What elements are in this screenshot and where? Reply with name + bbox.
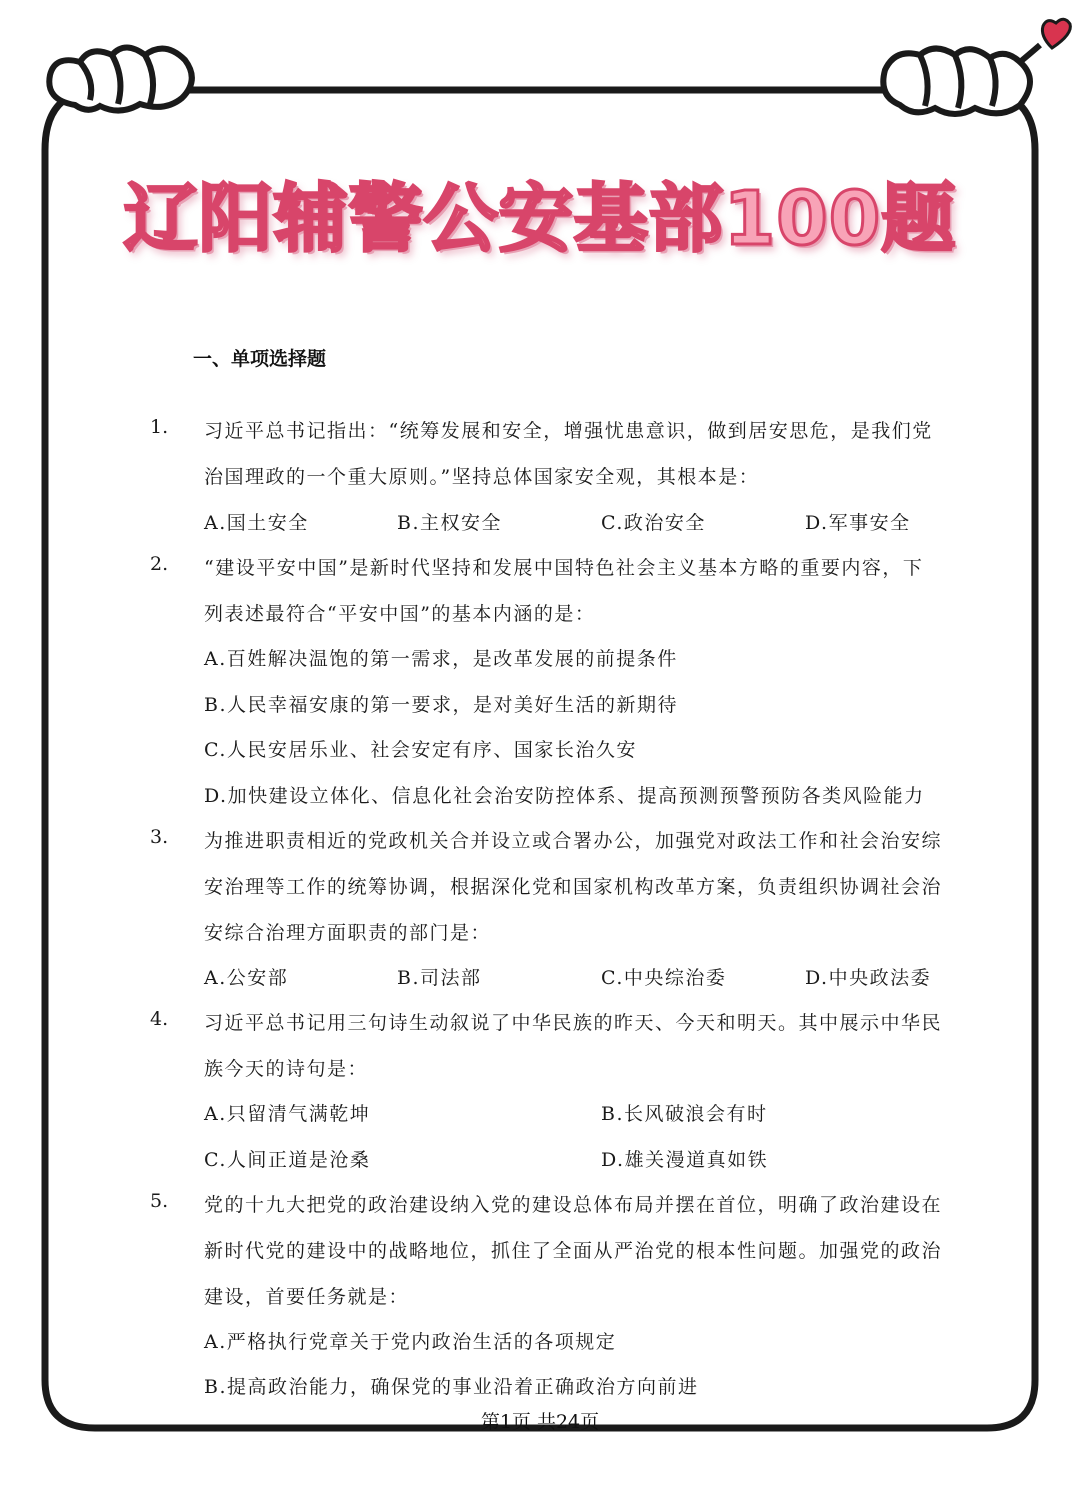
option-d: D.军事安全 xyxy=(805,512,911,534)
option-a: A.只留清气满乾坤 xyxy=(204,1103,371,1125)
option-c: C.政治安全 xyxy=(601,512,706,534)
question-text-line: 党的十九大把党的政治建设纳入党的建设总体布局并摆在首位，明确了政治建设在 xyxy=(204,1194,943,1216)
option-b: B.提高政治能力，确保党的事业沿着正确政治方向前进 xyxy=(204,1376,699,1398)
option-b: B.长风破浪会有时 xyxy=(601,1103,768,1125)
page-title: 辽阳辅警公安基部100题 xyxy=(123,176,957,262)
question-number: 4. xyxy=(150,1008,169,1030)
question-number: 1. xyxy=(150,416,169,438)
question-text-line: 安治理等工作的统筹协调，根据深化党和国家机构改革方案，负责组织协调社会治 xyxy=(204,876,943,898)
question-text-line: 新时代党的建设中的战略地位，抓住了全面从严治党的根本性问题。加强党的政治 xyxy=(204,1240,943,1262)
question-text-line: 治国理政的一个重大原则。”坚持总体国家安全观，其根本是： xyxy=(204,466,760,488)
right-fist-decoration xyxy=(883,45,1040,114)
option-d: D.中央政法委 xyxy=(805,967,932,989)
question-text-line: 族今天的诗句是： xyxy=(204,1058,369,1080)
question-number: 3. xyxy=(150,826,169,848)
option-b: B.主权安全 xyxy=(397,512,503,534)
option-c: C.人间正道是沧桑 xyxy=(204,1149,371,1171)
question-text-line: 为推进职责相近的党政机关合并设立或合署办公，加强党对政法工作和社会治安综 xyxy=(204,830,943,852)
question-text-line: “建设平安中国”是新时代坚持和发展中国特色社会主义基本方略的重要内容，下 xyxy=(204,557,924,579)
option-a: A.严格执行党章关于党内政治生活的各项规定 xyxy=(204,1331,617,1353)
question-text-line: 安综合治理方面职责的部门是： xyxy=(204,922,492,944)
question-number: 2. xyxy=(150,553,169,575)
option-d: D.加快建设立体化、信息化社会治安防控体系、提高预测预警预防各类风险能力 xyxy=(204,785,925,807)
question-text-line: 列表述最符合“平安中国”的基本内涵的是： xyxy=(204,603,596,625)
option-b: B.司法部 xyxy=(397,967,482,989)
option-a: A.国土安全 xyxy=(204,512,309,534)
option-b: B.人民幸福安康的第一要求，是对美好生活的新期待 xyxy=(204,694,679,716)
question-text-line: 建设，首要任务就是： xyxy=(204,1286,410,1308)
question-text-line: 习近平总书记指出：“统筹发展和安全，增强忧患意识，做到居安思危，是我们党 xyxy=(204,420,933,442)
question-text-line: 习近平总书记用三句诗生动叙说了中华民族的昨天、今天和明天。其中展示中华民 xyxy=(204,1012,943,1034)
section-heading: 一、单项选择题 xyxy=(193,348,327,370)
question-number: 5. xyxy=(150,1190,169,1212)
option-c: C.中央综治委 xyxy=(601,967,727,989)
heart-icon xyxy=(1042,19,1070,48)
option-c: C.人民安居乐业、社会安定有序、国家长治久安 xyxy=(204,739,637,761)
page-number: 第1页 共24页 xyxy=(480,1411,600,1433)
option-a: A.百姓解决温饱的第一需求，是改革发展的前提条件 xyxy=(204,648,678,670)
option-d: D.雄关漫道真如铁 xyxy=(601,1149,769,1171)
left-fist-decoration xyxy=(49,48,192,111)
option-a: A.公安部 xyxy=(204,967,289,989)
